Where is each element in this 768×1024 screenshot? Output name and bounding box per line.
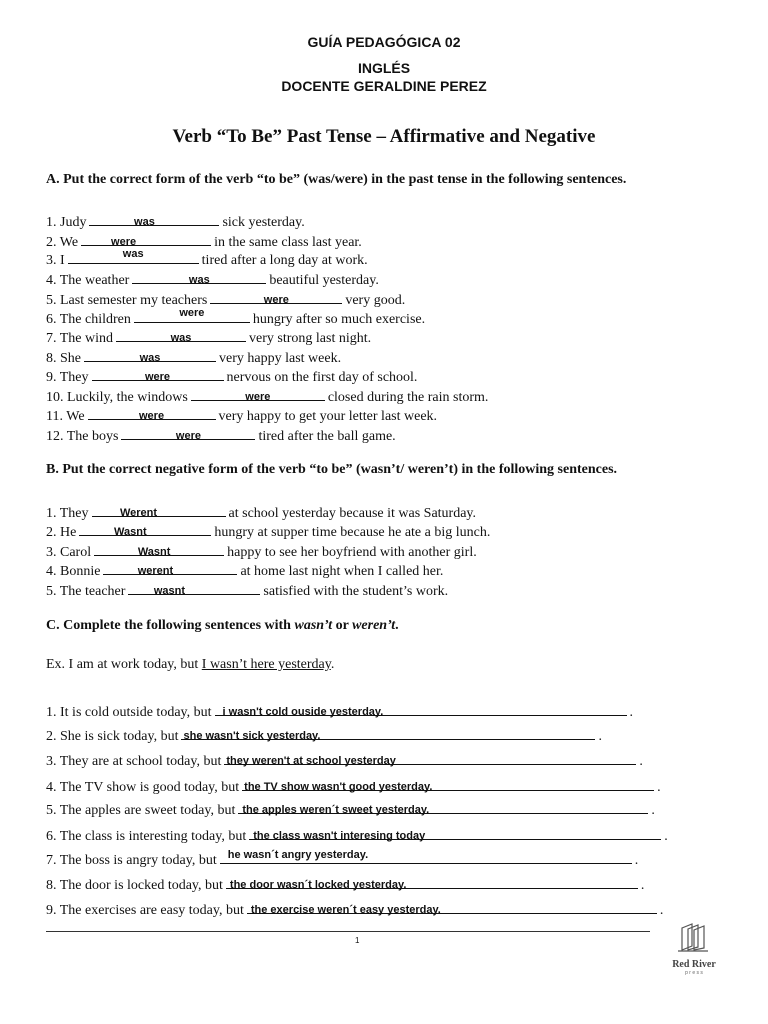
answer-blank[interactable]	[215, 700, 627, 716]
answer-text: the exercise weren´t easy yesterday.	[250, 904, 441, 916]
sentence-end: nervous on the first day of school.	[226, 370, 418, 385]
answer-text: were	[139, 410, 165, 422]
answer-text: was	[139, 352, 161, 364]
worksheet-title: Verb “To Be” Past Tense – Affirmative and Negative	[172, 126, 596, 147]
sentence-start: 4. The TV show is good today, but	[46, 780, 240, 795]
answer-text: the door wasn´t locked yesterday.	[229, 879, 407, 891]
sentence-end: tired after the ball game.	[258, 429, 396, 444]
sentence-start: 10. Luckily, the windows	[46, 390, 188, 405]
answer-blank[interactable]	[220, 848, 632, 864]
exercise-a-3	[46, 248, 368, 266]
sentence-start: 12. The boys	[46, 429, 119, 444]
sentence-end: sick yesterday.	[222, 215, 305, 230]
answer-text: Wasnt	[114, 526, 147, 538]
sentence-end: very happy last week.	[219, 351, 342, 366]
exercise-b-5	[46, 579, 448, 597]
sentence-start: 2. She is sick today, but	[46, 729, 179, 744]
exercise-c-2: 2. She is sick today, but she wasn't sick yesterday. .	[46, 724, 602, 742]
sentence-start: 1. It is cold outside today, but	[46, 705, 212, 720]
exercise-a-5	[46, 288, 405, 306]
answer-blank[interactable]	[121, 424, 255, 440]
exercise-a-4	[46, 268, 379, 286]
guide-title: GUÍA PEDAGÓGICA 02	[307, 34, 461, 50]
answer-blank[interactable]	[191, 385, 325, 401]
sentence-end: at home last night when I called her.	[240, 564, 444, 579]
red-river-press-logo	[666, 920, 722, 976]
sentence-start: 3. They are at school today, but	[46, 754, 222, 769]
sentence-end: happy to see her boyfriend with another girl.	[227, 545, 477, 560]
answer-text: was	[122, 248, 144, 260]
exercise-b-3	[46, 540, 477, 558]
answer-blank[interactable]	[116, 326, 246, 342]
sentence-start: 4. Bonnie	[46, 564, 101, 579]
sentence-start: 3. I	[46, 253, 65, 268]
answer-blank[interactable]	[226, 873, 638, 889]
footer-divider	[46, 931, 650, 932]
answer-blank[interactable]	[242, 775, 654, 791]
answer-text: was	[170, 332, 192, 344]
sentence-start: 3. Carol	[46, 545, 92, 560]
answer-blank[interactable]	[224, 749, 636, 765]
answer-text: were	[175, 430, 201, 442]
sentence-end: hungry after so much exercise.	[252, 312, 426, 327]
subject-title: INGLÉS	[357, 60, 411, 76]
sentence-start: 5. The teacher	[46, 584, 126, 599]
exercise-a-2	[46, 230, 362, 248]
answer-blank[interactable]	[92, 501, 226, 517]
exercise-a-6	[46, 307, 425, 325]
exercise-a-1	[46, 210, 305, 228]
answer-blank[interactable]	[238, 798, 648, 814]
logo-name: Red River	[672, 959, 716, 970]
answer-text: the apples weren´t sweet yesterday.	[242, 804, 430, 816]
answer-text: the TV show wasn't good yesterday.	[244, 781, 433, 793]
sentence-end: satisfied with the student’s work.	[263, 584, 449, 599]
logo-subtext: p r e s s	[685, 970, 703, 976]
instruction-or: or	[332, 618, 353, 633]
sentence-start: 5. The apples are sweet today, but	[46, 803, 236, 818]
answer-text: were	[179, 307, 205, 319]
sentence-start: 8. The door is locked today, but	[46, 878, 223, 893]
exercise-b-1	[46, 501, 476, 519]
sentence-start: 6. The class is interesting today, but	[46, 829, 247, 844]
section-c-instruction	[46, 618, 399, 634]
exercise-c-5: 5. The apples are sweet today, but the apples weren´t sweet yesterday. .	[46, 798, 655, 816]
answer-blank[interactable]	[247, 898, 657, 914]
answer-blank[interactable]	[84, 346, 216, 362]
exercise-c-4: 4. The TV show is good today, but the TV show wasn't good yesterday. .	[46, 775, 661, 793]
answer-text: he wasn´t angry yesterday.	[227, 849, 369, 861]
answer-text: were	[245, 391, 271, 403]
answer-blank[interactable]	[134, 307, 250, 323]
sentence-end: beautiful yesterday.	[269, 273, 379, 288]
exercise-c-8: 8. The door is locked today, but the door wasn´t locked yesterday. .	[46, 873, 644, 891]
example-sentence	[46, 656, 334, 674]
answer-blank[interactable]	[210, 288, 342, 304]
answer-blank[interactable]	[94, 540, 224, 556]
answer-text: Werent	[119, 507, 158, 519]
exercise-c-1: 1. It is cold outside today, but i wasn't cold ouside yesterday. .	[46, 700, 633, 718]
sentence-end: closed during the rain storm.	[327, 390, 489, 405]
sentence-end: at school yesterday because it was Saturday.	[228, 506, 477, 521]
sentence-start: 2. We	[46, 235, 79, 250]
answer-blank[interactable]	[132, 268, 266, 284]
answer-text: were	[111, 236, 137, 248]
sentence-start: 7. The wind	[46, 331, 114, 346]
sentence-start: 8. She	[46, 351, 81, 366]
answer-text: wasnt	[153, 585, 186, 597]
exercise-a-10	[46, 385, 488, 403]
sentence-end: in the same class last year.	[214, 235, 362, 250]
sentence-end: very strong last night.	[249, 331, 372, 346]
sentence-start: 1. Judy	[46, 215, 87, 230]
answer-text: Wasnt	[137, 546, 171, 558]
section-a-instruction: A. Put the correct form of the verb “to be” (was/were) in the past tense in the following sentences.	[46, 172, 627, 187]
sentence-start: 9. They	[46, 370, 89, 385]
answer-blank[interactable]	[89, 210, 219, 226]
exercise-a-7	[46, 326, 371, 344]
example-start: Ex. I am at work today, but	[46, 657, 202, 672]
sentence-end: very good.	[345, 293, 406, 308]
answer-text: the class wasn't interesing today	[253, 830, 426, 842]
sentence-end: very happy to get your letter last week.	[218, 409, 438, 424]
book-icon	[666, 920, 722, 954]
exercise-a-9	[46, 365, 417, 383]
sentence-start: 5. Last semester my teachers	[46, 293, 208, 308]
answer-blank[interactable]	[92, 365, 224, 381]
exercise-a-12	[46, 424, 396, 442]
page-number: 1	[355, 936, 360, 945]
sentence-start: 6. The children	[46, 312, 131, 327]
exercise-b-2	[46, 520, 490, 538]
exercise-a-8	[46, 346, 341, 364]
sentence-end: hungry at supper time because he ate a big lunch.	[214, 525, 491, 540]
answer-blank[interactable]	[88, 404, 216, 420]
exercise-c-6: 6. The class is interesting today, but the class wasn't interesing today .	[46, 824, 668, 842]
teacher-name: DOCENTE GERALDINE PEREZ	[281, 78, 487, 94]
exercise-a-11	[46, 404, 437, 422]
sentence-end: tired after a long day at work.	[201, 253, 368, 268]
instruction-word-werent: weren’t	[352, 618, 396, 633]
instruction-end: .	[395, 618, 399, 633]
answer-text: werent	[137, 565, 174, 577]
example-end: .	[330, 657, 335, 672]
answer-blank[interactable]	[181, 724, 595, 740]
sentence-start: 2. He	[46, 525, 77, 540]
answer-text: was	[134, 216, 155, 228]
exercise-c-3: 3. They are at school today, but they weren't at school yesterday .	[46, 749, 643, 767]
answer-blank[interactable]	[81, 230, 211, 246]
example-answer: I wasn’t here yesterday	[201, 657, 331, 672]
section-b-instruction: B. Put the correct negative form of the verb “to be” (wasn’t/ weren’t) in the following sentences.	[46, 462, 618, 477]
sentence-start: 9. The exercises are easy today, but	[46, 903, 244, 918]
answer-blank[interactable]	[249, 824, 661, 840]
answer-blank[interactable]	[128, 579, 260, 595]
answer-text: was	[188, 274, 210, 286]
answer-blank[interactable]	[103, 559, 237, 575]
answer-blank[interactable]	[68, 248, 199, 264]
exercise-c-9: 9. The exercises are easy today, but the exercise weren´t easy yesterday. .	[46, 898, 663, 916]
sentence-start: 7. The boss is angry today, but	[46, 853, 217, 868]
answer-text: were	[144, 371, 171, 383]
answer-blank[interactable]	[79, 520, 211, 536]
answer-text: were	[263, 294, 289, 306]
sentence-start: 4. The weather	[46, 273, 130, 288]
exercise-c-7: 7. The boss is angry today, but he wasn´t angry yesterday. .	[46, 849, 639, 868]
answer-text: she wasn't sick yesterday.	[183, 730, 321, 742]
exercise-b-4	[46, 559, 443, 577]
answer-text: i wasn't cold ouside yesterday.	[222, 706, 384, 718]
sentence-start: 1. They	[46, 506, 89, 521]
answer-text: they weren't at school yesterday	[226, 755, 396, 767]
sentence-start: 11. We	[46, 409, 85, 424]
instruction-text: C. Complete the following sentences with	[46, 618, 295, 633]
instruction-word-wasnt: wasn’t	[294, 618, 333, 633]
